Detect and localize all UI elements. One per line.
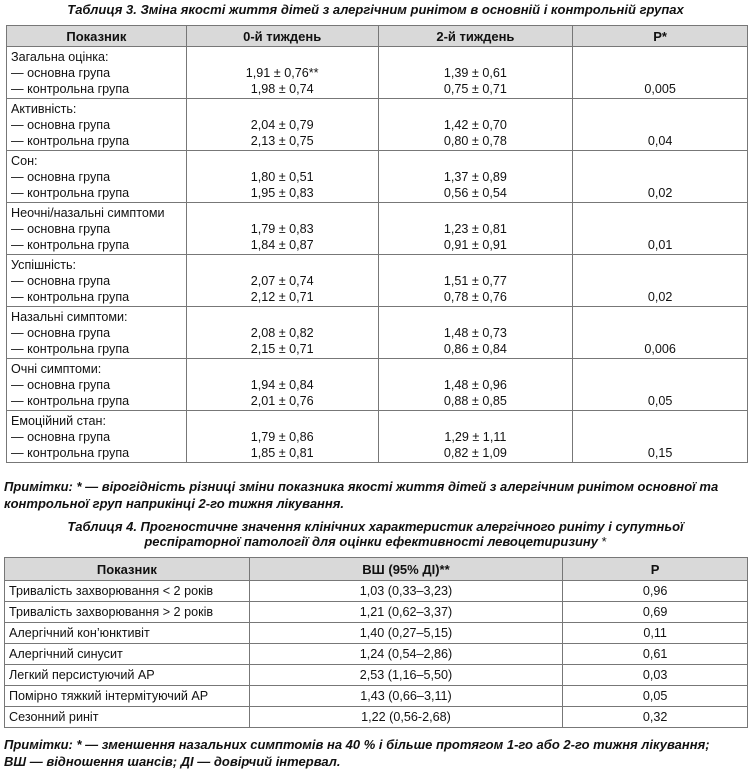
table4-p-cell: 0,32: [563, 707, 748, 728]
table3-week2-cell: [378, 99, 573, 151]
table3-header-week2: 2-й тиждень: [378, 26, 573, 47]
table4-row: [5, 644, 748, 665]
group-main-label: — основна група: [11, 222, 111, 236]
main-week2-value: 1,42 ± 0,70: [443, 118, 507, 132]
table4-header-p: P: [563, 558, 748, 581]
table3-week0-cell: [186, 203, 378, 255]
table4-notes: [4, 736, 748, 770]
indicator-label: Загальна оцінка:: [11, 50, 109, 64]
control-week0-value: 2,01 ± 0,76: [250, 394, 314, 408]
control-week0-value: 1,85 ± 0,81: [250, 446, 314, 460]
table3-row: [7, 359, 748, 411]
table3-week2-cell: [378, 151, 573, 203]
table4-caption: [0, 519, 751, 549]
table4-indicator-cell: Помірно тяжкий інтермітуючий АР: [5, 686, 250, 707]
group-main-label: — основна група: [11, 326, 111, 340]
table4: [4, 557, 748, 728]
main-week0-value: 1,79 ± 0,83: [250, 222, 314, 236]
table3-row: [7, 151, 748, 203]
table4-row: [5, 707, 748, 728]
table3-indicator-cell: [7, 203, 187, 255]
table3-indicator-cell: [7, 99, 187, 151]
group-main-label: — основна група: [11, 118, 111, 132]
table3-indicator-cell: [7, 307, 187, 359]
table4-caption-line2: респіраторної патології для оцінки ефективності левоцетиризину *: [144, 534, 607, 549]
main-week0-value: 1,79 ± 0,86: [250, 430, 314, 444]
main-week2-value: 1,51 ± 0,77: [443, 274, 507, 288]
main-week0-value: 1,80 ± 0,51: [250, 170, 314, 184]
table3-row: [7, 203, 748, 255]
main-week2-value: 1,29 ± 1,11: [444, 430, 507, 444]
control-week0-value: 2,15 ± 0,71: [250, 342, 314, 356]
main-week2-value: 1,48 ± 0,96: [443, 378, 507, 392]
control-week2-value: 0,56 ± 0,54: [443, 186, 507, 200]
main-week0-value: 2,04 ± 0,79: [250, 118, 314, 132]
table3-p-cell: 0,04: [573, 99, 748, 151]
control-week2-value: 0,78 ± 0,76: [443, 290, 507, 304]
main-week2-value: 1,48 ± 0,73: [443, 326, 507, 340]
table3-week0-cell: [186, 255, 378, 307]
table3-row: [7, 99, 748, 151]
table3-header-week0: 0-й тиждень: [186, 26, 378, 47]
group-control-label: — контрольна група: [11, 446, 130, 460]
main-week0-value: 2,07 ± 0,74: [250, 274, 314, 288]
table3-week2-cell: [378, 255, 573, 307]
indicator-label: Активність:: [11, 102, 77, 116]
table4-indicator-cell: Тривалість захворювання > 2 років: [5, 602, 250, 623]
table3-indicator-cell: [7, 255, 187, 307]
table3-week0-cell: [186, 151, 378, 203]
table3-caption: Таблиця 3. Зміна якості життя дітей з алергічним ринітом в основній і контрольній групах: [67, 2, 684, 17]
table4-p-cell: 0,96: [563, 581, 748, 602]
indicator-label: Назальні симптоми:: [11, 310, 128, 324]
control-week0-value: 1,95 ± 0,83: [250, 186, 314, 200]
control-week2-value: 0,80 ± 0,78: [443, 134, 507, 148]
table3-week0-cell: [186, 359, 378, 411]
table4-notes-line1: Примітки: * — зменшення назальних симптомів на 40 % і більше протягом 1-го або 2-го тижня лікування;: [4, 737, 710, 752]
table4-row: [5, 623, 748, 644]
indicator-label: Очні симптоми:: [11, 362, 102, 376]
table4-indicator-cell: Легкий персистуючий АР: [5, 665, 250, 686]
group-main-label: — основна група: [11, 430, 111, 444]
table3-week0-cell: [186, 307, 378, 359]
table3-week2-cell: [378, 411, 573, 463]
control-week0-value: 1,84 ± 0,87: [250, 238, 314, 252]
table4-header-indicator: Показник: [5, 558, 250, 581]
control-week0-value: 2,12 ± 0,71: [250, 290, 314, 304]
table4-p-cell: 0,69: [563, 602, 748, 623]
table3-week2-cell: [378, 359, 573, 411]
control-week0-value: 1,98 ± 0,74: [250, 82, 314, 96]
table4-or-cell: 2,53 (1,16–5,50): [249, 665, 563, 686]
main-week0-value: 2,08 ± 0,82: [250, 326, 314, 340]
table3-p-cell: 0,05: [573, 359, 748, 411]
table4-or-cell: 1,43 (0,66–3,11): [249, 686, 563, 707]
table4-p-cell: 0,03: [563, 665, 748, 686]
table4-header-or: ВШ (95% ДІ)**: [249, 558, 563, 581]
table3-p-cell: 0,02: [573, 151, 748, 203]
table3-indicator-cell: [7, 151, 187, 203]
table4-notes-line2: ВШ — відношення шансів; ДІ — довірчий інтервал.: [4, 754, 341, 769]
table4-row: [5, 602, 748, 623]
group-main-label: — основна група: [11, 170, 111, 184]
main-week0-value: 1,94 ± 0,84: [250, 378, 314, 392]
group-control-label: — контрольна група: [11, 82, 130, 96]
table4-p-cell: 0,05: [563, 686, 748, 707]
table3-p-cell: 0,006: [573, 307, 748, 359]
indicator-label: Сон:: [11, 154, 38, 168]
group-main-label: — основна група: [11, 66, 111, 80]
group-control-label: — контрольна група: [11, 394, 130, 408]
table4-or-cell: 1,40 (0,27–5,15): [249, 623, 563, 644]
table3-row: [7, 307, 748, 359]
table3-indicator-cell: [7, 411, 187, 463]
indicator-label: Неочні/назальні симптоми: [11, 206, 165, 220]
table4-p-cell: 0,11: [563, 623, 748, 644]
control-week2-value: 0,91 ± 0,91: [443, 238, 507, 252]
control-week2-value: 0,88 ± 0,85: [443, 394, 507, 408]
table3-week0-cell: [186, 411, 378, 463]
table3-row: [7, 47, 748, 99]
main-week2-value: 1,37 ± 0,89: [443, 170, 507, 184]
table4-p-cell: 0,61: [563, 644, 748, 665]
table4-header-row: [5, 558, 748, 581]
table3-week0-cell: [186, 99, 378, 151]
group-control-label: — контрольна група: [11, 186, 130, 200]
control-week0-value: 2,13 ± 0,75: [250, 134, 314, 148]
table3-p-cell: 0,02: [573, 255, 748, 307]
table3-indicator-cell: [7, 47, 187, 99]
indicator-label: Емоційний стан:: [11, 414, 107, 428]
group-main-label: — основна група: [11, 378, 111, 392]
table3-p-cell: 0,15: [573, 411, 748, 463]
main-week0-value: 1,91 ± 0,76**: [245, 66, 319, 80]
table4-row: [5, 686, 748, 707]
table3-week2-cell: [378, 203, 573, 255]
table3-week0-cell: [186, 47, 378, 99]
table3-header-p: P*: [573, 26, 748, 47]
main-week2-value: 1,23 ± 0,81: [443, 222, 507, 236]
table3-indicator-cell: [7, 359, 187, 411]
table3: [6, 25, 748, 463]
table4-row: [5, 581, 748, 602]
table3-p-cell: 0,01: [573, 203, 748, 255]
main-week2-value: 1,39 ± 0,61: [443, 66, 507, 80]
table4-row: [5, 665, 748, 686]
table3-week2-cell: [378, 307, 573, 359]
table3-row: [7, 255, 748, 307]
table4-or-cell: 1,03 (0,33–3,23): [249, 581, 563, 602]
table3-header-indicator: Показник: [7, 26, 187, 47]
group-control-label: — контрольна група: [11, 134, 130, 148]
table4-or-cell: 1,22 (0,56-2,68): [249, 707, 563, 728]
control-week2-value: 0,82 ± 1,09: [443, 446, 507, 460]
group-control-label: — контрольна група: [11, 290, 130, 304]
table4-indicator-cell: Алергічний кон’юнктивіт: [5, 623, 250, 644]
group-control-label: — контрольна група: [11, 342, 130, 356]
indicator-label: Успішність:: [11, 258, 77, 272]
table3-row: [7, 411, 748, 463]
table3-p-cell: 0,005: [573, 47, 748, 99]
control-week2-value: 0,86 ± 0,84: [443, 342, 507, 356]
table4-indicator-cell: Тривалість захворювання < 2 років: [5, 581, 250, 602]
control-week2-value: 0,75 ± 0,71: [443, 82, 507, 96]
table3-notes: Примітки: * — вірогідність різниці зміни показника якості життя дітей з алергічним ринітом основної та контрольної груп наприкінці 2-го тижня лікування.: [4, 479, 719, 511]
group-control-label: — контрольна група: [11, 238, 130, 252]
group-main-label: — основна група: [11, 274, 111, 288]
table4-or-cell: 1,21 (0,62–3,37): [249, 602, 563, 623]
table4-or-cell: 1,24 (0,54–2,86): [249, 644, 563, 665]
table4-caption-line1: Таблиця 4. Прогностичне значення клінічних характеристик алергічного риніту і супутньої: [67, 519, 684, 534]
table4-indicator-cell: Сезонний риніт: [5, 707, 250, 728]
table3-week2-cell: [378, 47, 573, 99]
table3-header-row: [7, 26, 748, 47]
table4-indicator-cell: Алергічний синусит: [5, 644, 250, 665]
